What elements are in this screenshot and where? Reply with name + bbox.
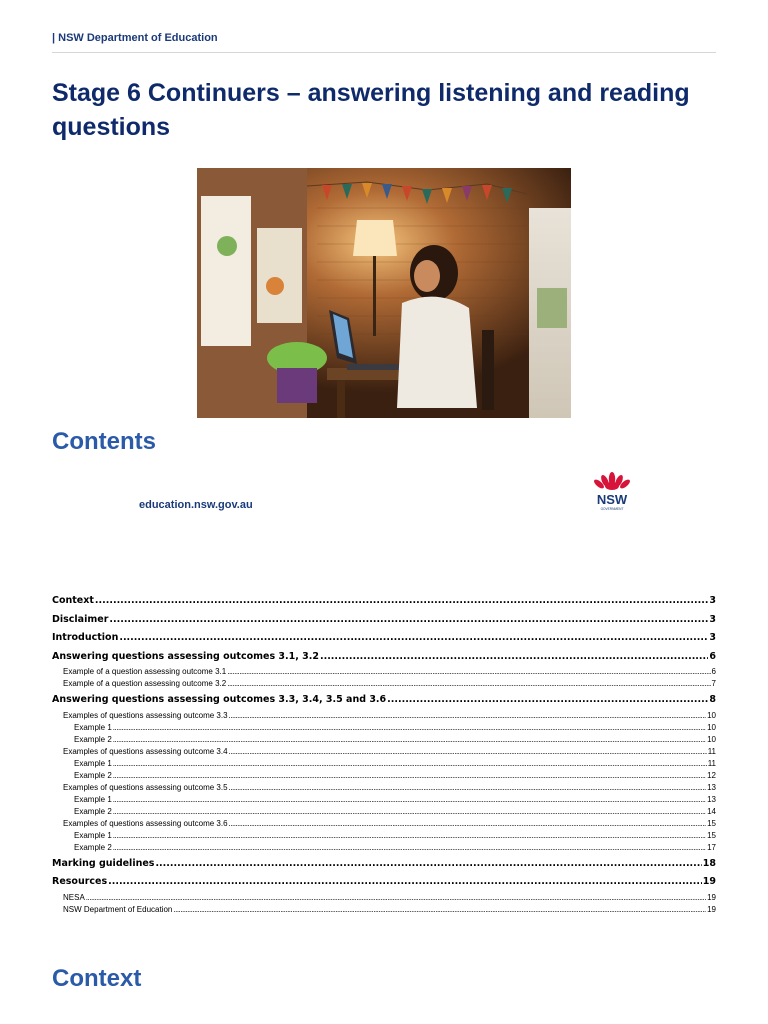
toc-entry[interactable] [52,592,716,611]
toc-entry-label: Example 2 [74,734,112,744]
toc-entry-page: 14 [707,806,716,816]
toc-entry[interactable] [52,806,716,818]
toc-leader-dots [229,710,707,722]
toc-entry-label: Example 1 [74,758,112,768]
toc-entry-label: NSW Department of Education [63,904,173,914]
department-header: | NSW Department of Education [52,32,716,53]
toc-entry-label: Example 1 [74,794,112,804]
toc-entry[interactable] [52,830,716,842]
toc-entry-page: 17 [707,842,716,852]
toc-leader-dots [119,629,708,648]
toc-entry[interactable] [52,770,716,782]
toc-entry-label: NESA [63,892,85,902]
toc-entry-page: 13 [707,782,716,792]
document-title: Stage 6 Continuers – answering listening and reading questions [52,79,690,141]
toc-entry[interactable] [52,854,716,874]
svg-text:NSW: NSW [596,492,628,507]
toc-entry-page: 19 [707,892,716,902]
toc-entry-label: Example 1 [74,722,112,732]
toc-entry[interactable] [52,818,716,830]
toc-leader-dots [227,678,710,690]
toc-entry-page: 15 [707,830,716,840]
toc-entry-label: Marking guidelines [52,857,155,869]
toc-entry-label: Context [52,595,94,606]
toc-entry-label: Examples of questions assessing outcome 3.6 [63,818,228,828]
toc-entry[interactable] [52,758,716,770]
toc-entry[interactable] [52,710,716,722]
toc-entry[interactable] [52,734,716,746]
toc-entry[interactable] [52,842,716,854]
toc-entry-label: Example 2 [74,770,112,780]
toc-entry-page: 13 [707,794,716,804]
toc-leader-dots [229,782,707,794]
toc-leader-dots [113,842,706,854]
toc-entry-page: 10 [707,710,716,720]
toc-entry-page: 15 [707,818,716,828]
toc-entry-page: 10 [707,734,716,744]
toc-leader-dots [227,666,710,678]
toc-entry[interactable] [52,629,716,648]
toc-leader-dots [173,904,706,916]
toc-entry-label: Example of a question assessing outcome 3.1 [63,667,227,677]
toc-entry-page: 3 [709,613,716,625]
toc-entry[interactable] [52,648,716,667]
toc-leader-dots [95,592,708,611]
toc-entry-page: 12 [707,770,716,780]
cover-photo [197,168,571,418]
toc-entry[interactable] [52,892,716,904]
toc-leader-dots [229,746,707,758]
svg-text:GOVERNMENT: GOVERNMENT [600,507,624,511]
toc-entry-page: 11 [707,746,716,756]
toc-entry-page: 3 [709,595,716,606]
toc-entry-label: Examples of questions assessing outcome 3.5 [63,782,228,792]
toc-leader-dots [113,758,707,770]
toc-entry-label: Example 2 [74,806,112,816]
toc-entry-page: 19 [702,876,716,888]
toc-entry[interactable] [52,666,716,678]
toc-leader-dots [108,873,702,892]
website-link[interactable]: education.nsw.gov.au [139,499,253,511]
toc-entry-label: Example of a question assessing outcome 3.2 [63,679,227,689]
toc-entry-page: 19 [707,904,716,914]
toc-entry-label: Example 2 [74,842,112,852]
toc-entry[interactable] [52,690,716,710]
toc-entry[interactable] [52,904,716,916]
toc-entry-page: 8 [709,694,716,706]
toc-entry-page: 10 [707,722,716,732]
toc-entry[interactable] [52,678,716,690]
toc-entry-label: Answering questions assessing outcomes 3.1, 3.2 [52,650,319,662]
toc-leader-dots [113,806,706,818]
contents-heading: Contents [52,428,156,455]
toc-entry-page: 6 [709,650,716,662]
context-heading: Context [52,965,142,992]
toc-leader-dots [113,734,706,746]
toc-entry-page: 11 [707,758,716,768]
toc-entry-label: Examples of questions assessing outcome 3.3 [63,710,228,720]
toc-entry-page: 18 [702,857,716,869]
table-of-contents [52,592,716,916]
toc-entry-page: 6 [711,667,716,677]
toc-entry-page: 7 [711,679,716,689]
toc-leader-dots [155,854,701,874]
toc-leader-dots [113,770,706,782]
toc-entry[interactable] [52,722,716,734]
toc-leader-dots [113,830,706,842]
waratah-icon [593,472,632,490]
toc-leader-dots [229,818,707,830]
toc-leader-dots [113,722,706,734]
toc-entry-label: Answering questions assessing outcomes 3.3, 3.4, 3.5 and 3.6 [52,694,387,706]
toc-entry[interactable] [52,794,716,806]
toc-entry[interactable] [52,746,716,758]
toc-entry-label: Disclaimer [52,613,109,625]
toc-entry-label: Examples of questions assessing outcome 3.4 [63,746,228,756]
toc-entry[interactable] [52,611,716,630]
toc-entry-page: 3 [709,632,716,644]
toc-leader-dots [320,648,708,667]
toc-entry-label: Resources [52,876,108,888]
toc-leader-dots [387,690,708,710]
toc-entry-label: Example 1 [74,830,112,840]
nsw-government-logo [589,467,635,513]
toc-entry[interactable] [52,782,716,794]
toc-entry-label: Introduction [52,632,119,644]
toc-leader-dots [109,611,708,630]
toc-leader-dots [86,892,706,904]
toc-leader-dots [113,794,706,806]
toc-entry[interactable] [52,873,716,892]
